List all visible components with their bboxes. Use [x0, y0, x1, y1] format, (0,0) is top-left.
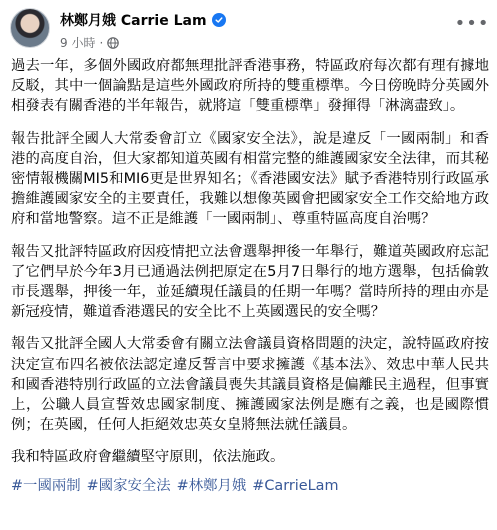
author-name[interactable]: 林鄭月娥 Carrie Lam	[60, 13, 207, 29]
post-paragraph-4: 報告又批評全國人大常委會有關立法會議員資格問題的決定，說特區政府按決定宣布四名被依法認定違反誓言中要求擁護《基本法》、效忠中華人民共和國香港特別行政區的立法會議員喪失其議員資格是偏離民主過程，但事實上，公職人員宣誓效忠國家制度、擁護國家法例是應有之義，也是國際慣例；在英國，任何人拒絕效忠英女皇將無法就任議員。	[11, 336, 489, 434]
post-meta	[60, 8, 226, 51]
avatar[interactable]	[10, 8, 50, 48]
post-body	[11, 56, 489, 496]
post-header	[10, 8, 226, 54]
post-subline	[60, 34, 226, 51]
more-options-icon[interactable]: •••	[454, 12, 490, 34]
verified-badge-icon	[212, 13, 226, 27]
hashtag-link[interactable]: #林鄭月娥	[176, 477, 247, 494]
author-row	[60, 10, 226, 30]
post-paragraph-1: 過去一年，多個外國政府都無理批評香港事務，特區政府每次都有理有據地反駁，其中一個論點是這些外國政府所持的雙重標準。今日傍晚時分英國外相發表有關香港的半年報告，就將這「雙重標準」發揮得「淋漓盡致」。	[11, 58, 489, 115]
post-paragraph-5: 我和特區政府會繼續堅守原則，依法施政。	[11, 449, 285, 466]
post-paragraph-2: 報告批評全國人大常委會訂立《國家安全法》，說是違反「一國兩制」和香港的高度自治，但大家都知道英國有相當完整的維護國家安全法律，而其秘密情報機關MI5和MI6更是世界知名；《香港國安法》賦予香港特別行政區承擔維護國家安全的主要責任，我難以想像英國會把國家安全工作交給地方政府和當地警察。這不正是維護「一國兩制」、尊重特區高度自治嗎？	[11, 130, 489, 228]
post-timestamp[interactable]: 9 小時	[60, 36, 96, 50]
separator-dot: ·	[99, 35, 104, 50]
hashtag-link[interactable]: #國家安全法	[86, 477, 171, 494]
hashtag-link[interactable]: #CarrieLam	[252, 477, 339, 494]
hashtag-list	[11, 476, 489, 496]
globe-icon[interactable]	[107, 37, 119, 49]
hashtag-link[interactable]: #一國兩制	[11, 477, 81, 494]
post-paragraph-3: 報告又批評特區政府因疫情把立法會選舉押後一年舉行，難道英國政府忘記了它們早於今年3月已通過法例把原定在5月7日舉行的地方選舉，包括倫敦市長選舉，押後一年，並延續現任議員的任期一年嗎？當時所持的理由亦是新冠疫情，難道香港選民的安全比不上英國選民的安全嗎？	[11, 243, 489, 321]
